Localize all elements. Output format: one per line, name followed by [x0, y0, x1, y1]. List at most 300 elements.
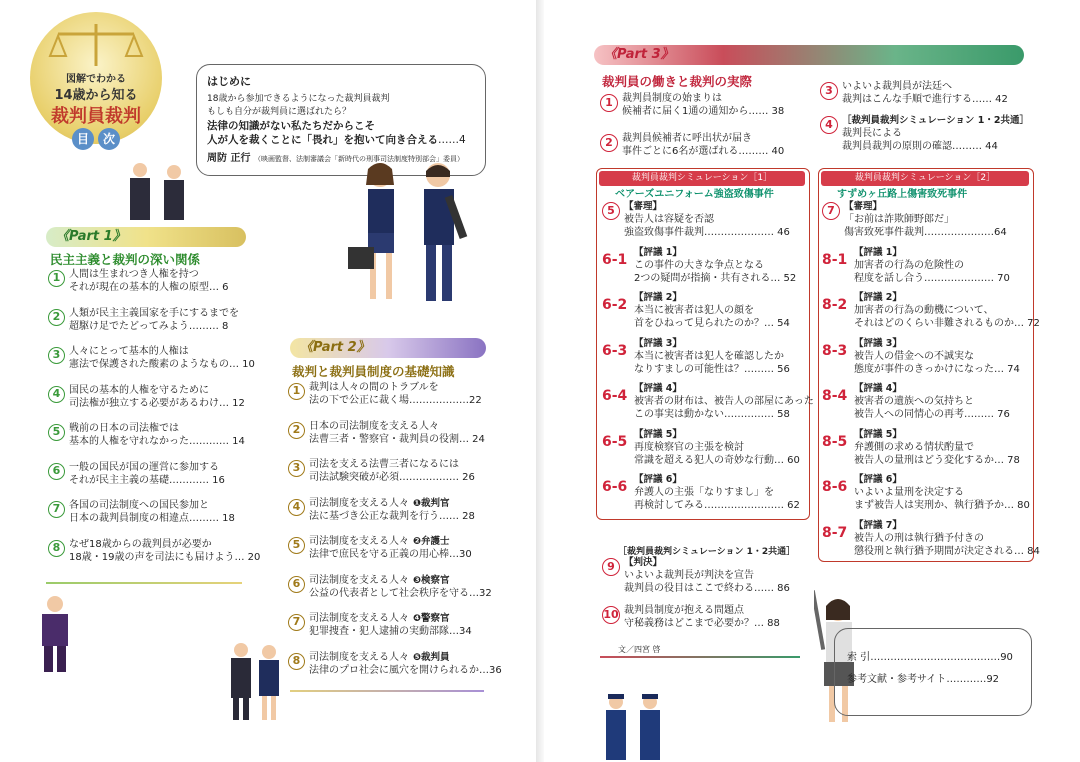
entry-text — [309, 535, 472, 561]
entry-line1 — [854, 304, 1040, 317]
entry-page: …… 38 — [748, 106, 785, 117]
author-name: 周防 正行 — [207, 153, 251, 164]
entry-number: 5 — [48, 424, 65, 441]
intro-sub1: 18歳から参加できるようになった裁判員裁判 — [207, 94, 390, 104]
intro-bold2 — [207, 133, 475, 147]
entry-line1-text: 人々にとって基本的人権は — [69, 346, 189, 357]
entry-text — [309, 651, 502, 677]
entry-line2-text: 基本的人権を守れなかった — [69, 436, 189, 447]
entry-line1 — [69, 268, 229, 281]
entry-tag: ❹警察官 — [413, 613, 450, 624]
entry-page: …32 — [469, 587, 492, 599]
entry-line2 — [309, 664, 502, 677]
toc-entry[interactable] — [602, 604, 812, 630]
entry-text — [634, 337, 790, 376]
entry-text — [854, 519, 1040, 558]
toc-entry[interactable] — [288, 381, 488, 407]
entry-line1 — [622, 132, 784, 145]
entry-text — [624, 604, 780, 630]
entry-line1-text: 再度検察官の主張を検討 — [634, 441, 744, 453]
toc-entry[interactable] — [822, 200, 1032, 239]
entry-page: … 12 — [219, 397, 245, 409]
entry-line1-text: 被害者の財布は、被告人の部屋にあった — [634, 396, 814, 407]
entry-number: 8-4 — [822, 388, 848, 404]
entry-number: 3 — [820, 82, 838, 100]
entry-line1 — [854, 486, 1030, 499]
toc-entry[interactable] — [822, 337, 1032, 376]
entry-line2-text: 強盗致傷事件裁判 — [624, 227, 704, 238]
intro-sub2: もしも自分が裁判員に選ばれたら？ — [207, 107, 352, 117]
entry-page: ……… 56 — [744, 363, 790, 375]
toc-entry[interactable] — [822, 246, 1032, 285]
entry-number: 7 — [48, 501, 65, 518]
common-author: 文／四宮 啓 — [618, 645, 661, 654]
entry-number: 6-1 — [602, 251, 628, 268]
entry-page: ……… 76 — [964, 409, 1010, 420]
entry-page: … 54 — [764, 318, 790, 329]
entry-text — [69, 499, 235, 525]
entry-line1-text: いよいよ裁判長が判決を宣告 — [624, 570, 754, 581]
entry-page: … 20 — [234, 551, 261, 563]
entry-line2-text: 裁判員裁判の原則の確認 — [842, 141, 952, 152]
entry-line1-text: 本当に被害者は犯人を確認したか — [634, 350, 784, 362]
entry-number: 6-2 — [602, 297, 628, 313]
toc-entry[interactable] — [822, 291, 1040, 330]
entry-line1 — [69, 384, 245, 397]
entry-text — [69, 461, 225, 487]
toc-entry[interactable] — [288, 458, 488, 484]
entry-text — [69, 422, 245, 448]
intro-page: ……4 — [438, 134, 466, 146]
entry-line2-text: なりすましの可能性は？ — [634, 363, 744, 375]
entry-tag: ［裁判員裁判シミュレーション 1・2共通］ — [842, 115, 1029, 126]
entry-line2-text: 首をひねって見られたのか？ — [634, 318, 764, 329]
entry-number: 6 — [288, 576, 305, 593]
entry-tag: ❷弁護士 — [413, 536, 450, 547]
left-page — [0, 0, 536, 762]
book-gutter — [536, 0, 544, 762]
entry-page: ……… 18 — [189, 513, 235, 524]
entry-line1 — [69, 499, 235, 512]
entry-line2-text: 超駆け足でたどってみよう — [69, 320, 189, 332]
toc-entry[interactable] — [600, 132, 810, 158]
entry-line1 — [309, 497, 475, 510]
entry-line2-text: 法律のプロ社会に風穴を開けられるか — [309, 664, 479, 676]
toc-entry[interactable] — [288, 574, 492, 600]
entry-page: … 80 — [1004, 500, 1030, 511]
toc-entry[interactable] — [600, 92, 810, 118]
entry-line2 — [854, 545, 1040, 558]
entry-line1 — [69, 538, 260, 551]
entry-line2-text: 傷害致死事件裁判 — [844, 227, 924, 238]
entry-line2-text: それはどのくらい非難されるものか — [854, 318, 1014, 329]
entry-line1-text: いよいよ量刑を決定する — [854, 487, 964, 498]
entry-tag: 【評議 3】 — [854, 337, 902, 349]
toc-entry[interactable] — [48, 384, 288, 410]
entry-line1-text: 「お前は詐欺師野郎だ」 — [844, 214, 954, 225]
toc-entry[interactable] — [822, 519, 1040, 558]
entry-tag: 【評議 1】 — [634, 246, 682, 258]
entry-number: 8-1 — [822, 251, 848, 268]
toc-entry[interactable] — [48, 461, 288, 487]
entry-line1 — [309, 612, 472, 625]
part2-label: 《Part 2》 — [300, 340, 370, 355]
entry-number: 6-3 — [602, 342, 628, 359]
entry-line2-text: 犯罪捜査・犯人逮捕の実動部隊 — [309, 626, 449, 637]
entry-line2 — [634, 363, 790, 376]
toc-entry[interactable] — [288, 612, 488, 638]
entry-number: 7 — [288, 614, 305, 631]
students-illustration — [340, 155, 480, 315]
entry-tag: 【審理】 — [844, 201, 883, 212]
entry-text — [309, 612, 472, 638]
entry-line2-text: 被告人への同情心の再考 — [854, 409, 964, 420]
entry-line2 — [309, 394, 482, 407]
toc-entry[interactable] — [602, 200, 808, 239]
entry-page: … 60 — [774, 454, 800, 466]
entry-tag: ❶裁判官 — [413, 497, 450, 509]
entry-number: 8-5 — [822, 433, 848, 450]
toc-entry[interactable] — [822, 428, 1032, 467]
entry-page: …………… 58 — [724, 409, 790, 420]
entry-page: ………… 16 — [169, 474, 225, 486]
entry-line2 — [624, 617, 780, 630]
entry-line1-text: 加害者の行為の危険性の — [854, 259, 964, 271]
index-entry — [847, 647, 1019, 669]
entry-tag: 【評議 5】 — [854, 428, 902, 440]
simulation2-case: すずめヶ丘路上傷害致死事件 — [837, 189, 968, 200]
entry-text — [842, 114, 1029, 153]
entry-line1-text: 本当に被害者は犯人の顔を — [634, 305, 754, 316]
entry-line2-text: 再検討してみる — [634, 500, 704, 511]
references-page: …………92 — [946, 674, 1000, 685]
toc-entry[interactable] — [822, 382, 1032, 421]
entry-line1-text: 被害者の遺族への気持ちと — [854, 396, 974, 407]
entry-line2-text: 法曹三者・警察官・裁判員の役割 — [309, 433, 459, 445]
entry-text — [69, 307, 239, 333]
entry-text — [69, 538, 260, 564]
entry-line1 — [309, 381, 482, 394]
entry-number: 8-2 — [822, 297, 848, 313]
entry-line1 — [309, 420, 485, 433]
author-note: （映画監督、法制審議会「新時代の刑事司法制度特別部会」委員） — [253, 155, 464, 163]
entry-page: … 74 — [994, 363, 1020, 375]
entry-line1-text: 国民の基本的人権を守るために — [69, 384, 209, 396]
simulation2-header: 裁判員裁判シミュレーション［2］ — [821, 171, 1029, 186]
entry-number: 3 — [288, 460, 305, 477]
entry-line2-text: 裁判はこんな手順で進行する — [842, 94, 972, 105]
entry-line1-text: 一般の国民が国の運営に参加する — [69, 461, 219, 473]
entry-number: 2 — [600, 134, 618, 152]
toc-entry[interactable] — [602, 337, 808, 376]
toc-entry[interactable] — [602, 246, 808, 285]
entry-text — [309, 574, 492, 600]
entry-line2-text: この事実は動かない — [634, 409, 724, 420]
police-illustration — [600, 692, 670, 762]
entry-number: 6-4 — [602, 388, 628, 404]
entry-page: ……… 8 — [188, 320, 229, 332]
entry-page: ……… 44 — [952, 141, 998, 152]
entry-text — [634, 473, 800, 512]
entry-tag: 【評議 3】 — [634, 337, 682, 349]
entry-line2 — [309, 433, 485, 446]
entry-line1-text: いよいよ裁判員が法廷へ — [842, 81, 952, 92]
entry-line1-text: 戦前の日本の司法権では — [69, 423, 179, 434]
entry-line1 — [854, 441, 1020, 454]
entry-line2 — [69, 512, 235, 525]
toc-entry[interactable] — [48, 499, 288, 525]
entry-text — [69, 268, 229, 294]
logo-line2: 14歳から知る — [54, 88, 138, 103]
entry-text — [634, 428, 800, 467]
entry-number: 4 — [48, 386, 65, 403]
entry-text — [854, 382, 1010, 421]
entry-text — [844, 200, 1007, 239]
entry-line2 — [309, 510, 475, 523]
toc-entry[interactable] — [288, 420, 488, 446]
part1-label: 《Part 1》 — [56, 229, 126, 244]
entry-line2-text: 態度が事件のきっかけになった — [854, 363, 994, 375]
entry-text — [842, 80, 1008, 106]
right-page — [544, 0, 1080, 762]
entry-line2-text: 法律で庶民を守る正義の用心棒 — [309, 549, 449, 560]
entry-line2 — [69, 474, 225, 487]
entry-line1-text: 人類が民主主義国家を手にするまでを — [69, 307, 239, 319]
entry-line2 — [309, 625, 472, 638]
entry-page: …… 42 — [972, 94, 1008, 105]
entry-tag: 【評議 2】 — [634, 292, 682, 303]
entry-page: … 52 — [770, 272, 797, 284]
entry-page: ………………22 — [409, 395, 482, 406]
part2-title: 裁判と裁判員制度の基礎知識 — [292, 364, 455, 379]
entry-line2 — [69, 320, 239, 333]
entry-line2-text: それが現在の基本的人権の原型 — [69, 282, 209, 293]
entry-line1-text: 司法を支える法曹三者になるには — [309, 459, 459, 470]
toc-entry[interactable] — [48, 345, 288, 371]
entry-line1 — [844, 213, 1007, 226]
entry-line2-text: 被告人の量刑はどう変化するか — [854, 454, 994, 466]
part2-rule — [290, 690, 484, 692]
entry-line2 — [69, 358, 255, 371]
toc-entry[interactable] — [820, 114, 1030, 153]
entry-number: 6-5 — [602, 433, 628, 450]
part3-label: 《Part 3》 — [604, 47, 674, 62]
entry-line2-text: 司法試験突破が必須 — [309, 472, 399, 483]
entry-line1 — [624, 213, 790, 226]
entry-line2 — [624, 582, 790, 595]
entry-page: …… 86 — [754, 583, 790, 594]
toc-entry[interactable] — [48, 422, 288, 448]
entry-line2-text: 程度を話し合う — [854, 272, 924, 284]
entry-line2 — [634, 272, 796, 285]
entry-line2 — [634, 454, 800, 467]
toc-entry[interactable] — [48, 307, 288, 333]
entry-line2 — [854, 499, 1030, 512]
entry-line1 — [624, 569, 790, 582]
entry-line1 — [69, 307, 239, 320]
entry-line2 — [854, 454, 1020, 467]
toc-entry[interactable] — [288, 651, 502, 677]
entry-line1 — [842, 127, 1029, 140]
entry-page: … 6 — [209, 282, 229, 293]
intro-bold1: 法律の知識がない私たちだからこそ — [207, 120, 375, 132]
entry-tag: 【評議 6】 — [634, 474, 682, 485]
entry-text — [854, 291, 1040, 330]
entry-line2-text: 法に基づき公正な裁判を行う — [309, 510, 439, 522]
scales-icon — [46, 20, 146, 70]
entry-page: ………………… 70 — [924, 272, 1010, 284]
entry-line1 — [634, 259, 796, 272]
toc-entry[interactable] — [48, 268, 288, 294]
entry-line1 — [69, 422, 245, 435]
entry-text — [624, 200, 790, 239]
entry-number: 6 — [48, 463, 65, 480]
toc-entry[interactable] — [602, 291, 808, 330]
entry-line1 — [69, 461, 225, 474]
entry-number: 1 — [288, 383, 305, 400]
entry-page: … 84 — [1014, 545, 1040, 557]
entry-number: 7 — [822, 202, 840, 220]
entry-line2 — [854, 317, 1040, 330]
book-logo — [30, 12, 162, 162]
entry-line1-text: 各国の司法制度への国民参加と — [69, 500, 209, 511]
entry-line1-text: 被告人の借金への不誠実な — [854, 350, 974, 362]
entry-text — [624, 556, 790, 595]
entry-number: 3 — [48, 347, 65, 364]
entry-line2-text: 2つの疑問が指摘・共有される — [634, 272, 771, 284]
toc-entry[interactable] — [602, 382, 814, 421]
entry-tag: 【評議 4】 — [854, 383, 902, 394]
logo-title: 裁判員裁判 — [51, 106, 141, 127]
intro-bold2-text: 人が人を裁くことに「畏れ」を抱いて向き合える — [207, 134, 438, 146]
toc-entry[interactable] — [288, 535, 488, 561]
entry-number: 2 — [48, 309, 65, 326]
toc-entry[interactable] — [602, 473, 808, 512]
entry-line2 — [634, 499, 800, 512]
entry-number: 9 — [602, 558, 620, 576]
entry-page: … 24 — [459, 433, 485, 445]
entry-line2-text: 懲役刑と執行猶予期間が決定される — [854, 545, 1014, 557]
entry-number: 8-6 — [822, 479, 848, 495]
entry-line1-text: 人間は生まれつき人権を持つ — [69, 269, 199, 280]
entry-tag: 【審理】 — [624, 201, 663, 212]
entry-tag: ❺裁判員 — [413, 651, 450, 663]
entry-line1-text: 裁判員候補者に呼出状が届き — [622, 133, 752, 144]
logo-mark-2: 次 — [98, 128, 120, 150]
logo-line1: 図解でわかる — [66, 74, 126, 85]
part2-bar — [290, 338, 486, 358]
references-label: 参考文献・参考サイト — [847, 674, 947, 685]
intro-heading: はじめに — [207, 75, 251, 88]
entry-line2-text: 法の下で公正に裁く場 — [309, 395, 409, 406]
entry-number: 8 — [288, 653, 305, 670]
toc-entry[interactable] — [602, 428, 808, 467]
entry-line1 — [634, 395, 814, 408]
index-page: …………………………………90 — [870, 652, 1013, 663]
entry-tag: 【評議 4】 — [634, 383, 682, 394]
entry-line2 — [309, 471, 475, 484]
entry-number: 4 — [288, 499, 305, 516]
common-tag: ［裁判員裁判シミュレーション 1・2共通］ — [618, 547, 796, 557]
entry-line2-text: 司法権が独立する必要があるわけ — [69, 397, 219, 409]
entry-text — [309, 497, 475, 523]
toc-entry[interactable] — [602, 556, 812, 595]
entry-line1-text: なぜ18歳からの裁判員が必要か — [69, 538, 212, 550]
part1-title: 民主主義と裁判の深い関係 — [50, 252, 201, 267]
toc-entry[interactable] — [820, 80, 1030, 106]
entry-line1-text: 加害者の行為の動機について、 — [854, 305, 994, 316]
entry-text — [634, 246, 796, 285]
simulation1-header: 裁判員裁判シミュレーション［1］ — [599, 171, 805, 186]
index-box — [834, 628, 1032, 716]
entry-text — [69, 384, 245, 410]
toc-entry[interactable] — [822, 473, 1032, 512]
entry-page: ……………… 26 — [399, 472, 475, 483]
entry-number: 5 — [288, 537, 305, 554]
parents-illustration — [122, 160, 192, 224]
entry-text — [309, 420, 485, 446]
entry-line2 — [854, 408, 1010, 421]
toc-entry[interactable] — [288, 497, 488, 523]
entry-line1 — [854, 259, 1010, 272]
entry-line1-text: 裁判員制度の始まりは — [622, 93, 722, 104]
entry-tag: 【評議 7】 — [854, 519, 902, 531]
entry-page: … 78 — [994, 454, 1020, 466]
part3-bar — [594, 45, 1024, 65]
entry-line1 — [634, 350, 790, 363]
entry-page: …34 — [449, 626, 472, 637]
entry-number: 5 — [602, 202, 620, 220]
entry-line1-text: 裁判員制度が抱える問題点 — [624, 605, 744, 616]
entry-text — [622, 92, 784, 118]
entry-line2 — [624, 226, 790, 239]
references-entry — [847, 669, 1019, 691]
entry-line2 — [854, 363, 1020, 376]
entry-line2-text: それが民主主義の基礎 — [69, 474, 169, 486]
entry-line1 — [634, 441, 800, 454]
part3-rule — [600, 656, 800, 658]
entry-text — [854, 428, 1020, 467]
entry-line1-text: 司法制度を支える人々 — [309, 651, 409, 663]
entry-tag: 【評議 2】 — [854, 292, 902, 303]
entry-line1-text: 被告人の刑は執行猶予付きの — [854, 532, 984, 544]
lawyers-illustration — [225, 640, 285, 724]
entry-line2 — [69, 281, 229, 294]
entry-line2-text: 日本の裁判員制度の相違点 — [69, 513, 189, 524]
entry-line1-text: 司法制度を支える人々 — [309, 574, 409, 586]
entry-line2-text: まず被告人は実刑か、執行猶予か — [854, 500, 1004, 511]
entry-page: …36 — [479, 664, 502, 676]
entry-line2-text: 候補者に届く1通の通知から — [622, 106, 749, 117]
entry-tag: 【評議 5】 — [634, 428, 682, 440]
entry-line1 — [842, 80, 1008, 93]
logo-mark-1: 目 — [72, 128, 94, 150]
entry-line2-text: 常識を超える犯人の奇妙な行動 — [634, 454, 774, 466]
entry-tag: 【判決】 — [624, 557, 663, 568]
entry-tag: 【評議 1】 — [854, 246, 902, 258]
entry-page: … 88 — [754, 618, 780, 629]
entry-line1-text: 司法制度を支える人々 — [309, 536, 409, 547]
entry-text — [854, 246, 1010, 285]
entry-line2-text: 守秘義務はどこまで必要か？ — [624, 618, 754, 629]
entry-line1-text: 弁護人の主張「なりすまし」を — [634, 487, 774, 498]
toc-entry[interactable] — [48, 538, 288, 564]
entry-line1-text: 司法制度を支える人々 — [309, 613, 409, 624]
entry-line1 — [854, 532, 1040, 545]
entry-page: ……… 40 — [738, 146, 785, 157]
entry-number: 8-3 — [822, 342, 848, 359]
entry-text — [622, 132, 784, 158]
